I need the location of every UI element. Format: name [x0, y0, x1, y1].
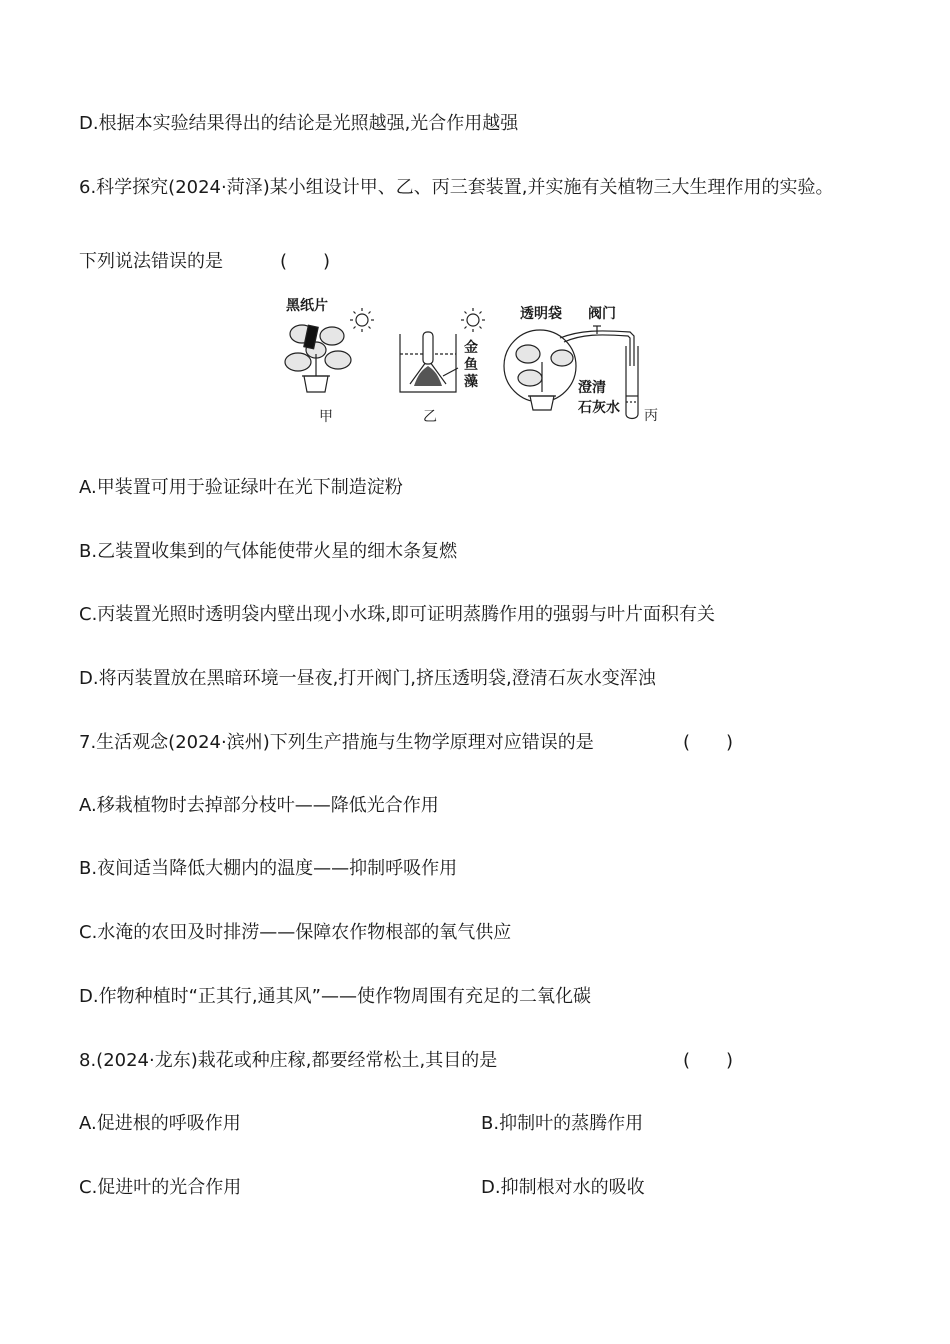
q8-answer-bracket: ( )	[683, 1050, 734, 1071]
label-valve: 阀门	[588, 306, 616, 322]
label-transparent-bag: 透明袋	[520, 306, 562, 322]
q8-option-b: B.抑制叶的蒸腾作用	[481, 1113, 644, 1134]
q6-option-b: B.乙装置收集到的气体能使带火星的细木条复燃	[79, 541, 458, 562]
q6-answer-bracket: ( )	[280, 251, 331, 272]
q6-option-d: D.将丙装置放在黑暗环境一昼夜,打开阀门,挤压透明袋,澄清石灰水变浑浊	[79, 668, 656, 689]
sun-icon	[350, 308, 374, 332]
label-yi: 乙	[423, 409, 437, 425]
q6-stem-continued: 下列说法错误的是	[79, 251, 223, 272]
label-alga-3: 藻	[464, 374, 478, 390]
q8-option-a: A.促进根的呼吸作用	[79, 1113, 241, 1134]
label-black-paper: 黑纸片	[286, 298, 328, 314]
q7-option-b: B.夜间适当降低大棚内的温度——抑制呼吸作用	[79, 858, 458, 879]
q6-option-a: A.甲装置可用于验证绿叶在光下制造淀粉	[79, 477, 403, 498]
q6-option-c: C.丙装置光照时透明袋内壁出现小水珠,即可证明蒸腾作用的强弱与叶片面积有关	[79, 604, 716, 625]
label-limewater-1: 澄清	[578, 380, 606, 396]
sun-icon	[461, 308, 485, 332]
label-jia: 甲	[319, 409, 333, 425]
label-bing: 丙	[644, 408, 658, 424]
label-alga-2: 鱼	[464, 357, 478, 373]
q7-option-c: C.水淹的农田及时排涝——保障农作物根部的氧气供应	[79, 922, 512, 943]
setup-jia	[285, 308, 374, 392]
q6-stem: 6.科学探究(2024·菏泽)某小组设计甲、乙、丙三套装置,并实施有关植物三大生理作用的实验。	[79, 177, 834, 198]
q5-option-d: D.根据本实验结果得出的结论是光照越强,光合作用越强	[79, 113, 519, 134]
q8-option-d: D.抑制根对水的吸收	[481, 1177, 645, 1198]
q7-stem: 7.生活观念(2024·滨州)下列生产措施与生物学原理对应错误的是	[79, 732, 594, 753]
label-alga-1: 金	[464, 340, 478, 356]
q7-option-d: D.作物种植时“正其行,通其风”——使作物周围有充足的二氧化碳	[79, 986, 591, 1007]
q7-answer-bracket: ( )	[683, 732, 734, 753]
q8-option-c: C.促进叶的光合作用	[79, 1177, 242, 1198]
label-limewater-2: 石灰水	[578, 400, 620, 416]
q6-experiment-figure	[280, 296, 670, 430]
q8-stem: 8.(2024·龙东)栽花或种庄稼,都要经常松土,其目的是	[79, 1050, 498, 1071]
q7-option-a: A.移栽植物时去掉部分枝叶——降低光合作用	[79, 795, 439, 816]
